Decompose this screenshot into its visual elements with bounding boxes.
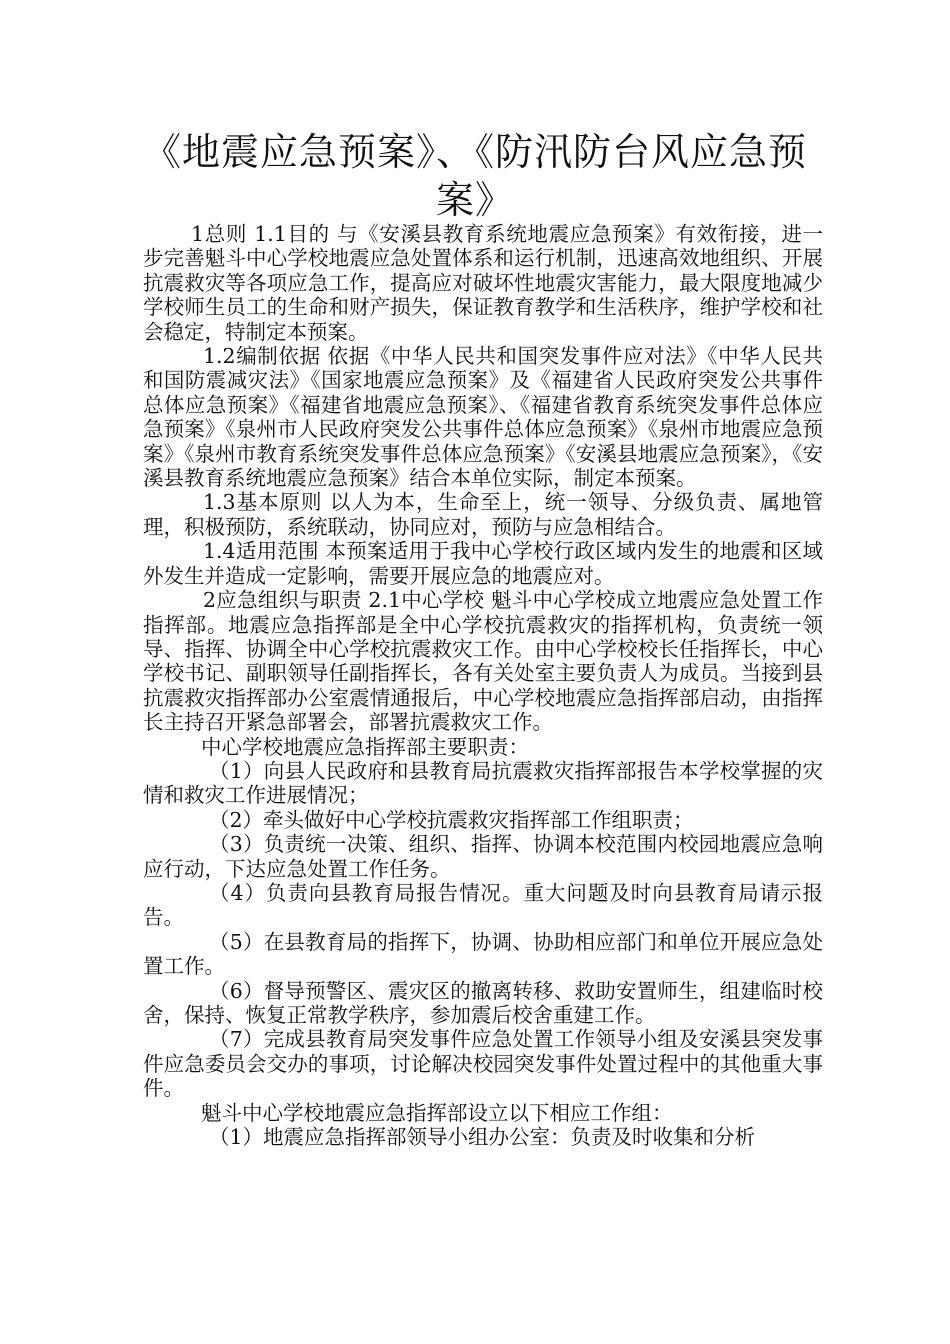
document-paragraph: （1）向县人民政府和县教育局抗震救灾指挥部报告本学校掌握的灾情和救灾工作进展情况； [143,758,823,808]
document-paragraph: （4）负责向县教育局报告情况。重大问题及时向县教育局请示报告。 [143,880,823,930]
document-paragraph: （5）在县教育局的指挥下，协调、协助相应部门和单位开展应急处置工作。 [143,929,823,979]
document-paragraph: （6）督导预警区、震灾区的撤离转移、救助安置师生，组建临时校舍，保持、恢复正常教学秩序，参加震后校舍重建工作。 [143,978,823,1027]
document-paragraph: 1.3基本原则 以人为本，生命至上，统一领导、分级负责、属地管理，积极预防，系统联动，协同应对，预防与应急相结合。 [143,490,823,539]
document-paragraph: （2）牵头做好中心学校抗震救灾指挥部工作组职责； [209,807,694,832]
document-paragraph: （1）地震应急指挥部领导小组办公室：负责及时收集和分析 [209,1125,756,1150]
document-paragraph: 1.2编制依据 依据《中华人民共和国突发事件应对法》《中华人民共和国防震减灾法》《国家地震应急预案》及《福建省人民政府突发公共事件总体应急预案》《福建省地震应急预案》、《福建省教育系统突发事件总体应急预案》《泉州市人民政府突发公共事件总体应急预案》《泉州市地震应急预案》《泉州市教育系统突发事件总体应急预案》《安溪县地震应急预案》，《安溪县教育系统地震应急预案》结合本单位实际，制定本预案。 [143,344,823,491]
document-title: 《地震应急预案》、《防汛防台风应急预案》 [142,130,807,222]
document-paragraph: 魁斗中心学校地震应急指挥部设立以下相应工作组： [201,1100,673,1125]
document-paragraph: （3）负责统一决策、组织、指挥、协调本校范围内校园地震应急响应行动，下达应急处置工作任务。 [143,832,823,881]
document-paragraph: 2应急组织与职责 2.1中心学校 魁斗中心学校成立地震应急处置工作指挥部。地震应急指挥部是全中心学校抗震救灾的指挥机构，负责统一领导、指挥、协调全中心学校抗震救灾工作。由中心学校校长任指挥长，中心学校书记、副职领导任副指挥长，各有关处室主要负责人为成员。当接到县抗震救灾指挥部办公室震情通报后，中心学校地震应急指挥部启动，由指挥长主持召开紧急部署会，部署抗震救灾工作。 [143,588,823,735]
document-paragraph: 1.4适用范围 本预案适用于我中心学校行政区域内发生的地震和区域外发生并造成一定影响，需要开展应急的地震应对。 [143,539,823,588]
document-paragraph: （7）完成县教育局突发事件应急处置工作领导小组及安溪县突发事件应急委员会交办的事项，讨论解决校园突发事件处置过程中的其他重大事件。 [143,1027,823,1101]
document-body [143,222,823,1149]
document-paragraph: 中心学校地震应急指挥部主要职责： [201,734,529,759]
document-paragraph: 1总则 1.1目的 与《安溪县教育系统地震应急预案》有效衔接，进一步完善魁斗中心学校地震应急处置体系和运行机制，迅速高效地组织、开展抗震救灾等各项应急工作，提高应对破坏性地震灾害能力，最大限度地减少学校师生员工的生命和财产损失，保证教育教学和生活秩序，维护学校和社会稳定，特制定本预案。 [143,222,823,344]
